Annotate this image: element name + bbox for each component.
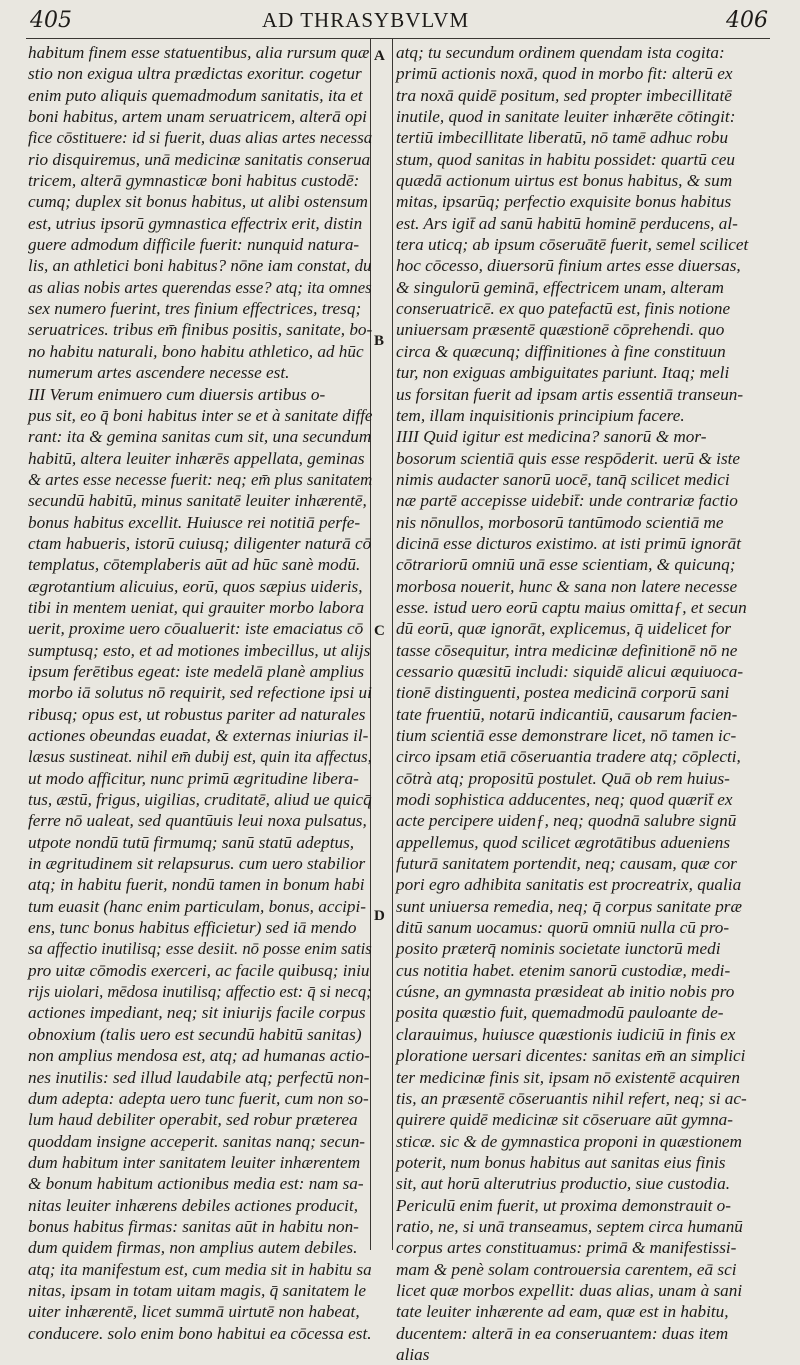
text-line: ipsum ferētibus egeat: iste medelā planè amplius [28,661,365,681]
text-line: Periculū enim fuerit, ut proxima demonstrauit o- [396,1195,731,1215]
text-line: secundū habitū, minus sanitatē leuiter inhærentē, [28,491,367,511]
text-line: nes inutilis: sed illud laudabile atq; perfectū non- [28,1067,370,1087]
text-line: lis, an athletici boni habitus? nōne iam constat, du [28,256,372,276]
text-line: morbosa nouerit, hunc & sana non latere necesse [396,576,738,596]
text-line: uerit, proxime uero cōualuerit: iste emaciatus cō [28,619,364,639]
text-line: enim puto aliquis quemadmodum sanitatis, ita et [28,85,363,105]
text-line: stum, quod sanitas in habitu possidet: quartū ceu [396,149,735,169]
text-line: no habitu naturali, bono habitu athletico, ad hūc [28,341,364,361]
text-line: ægrotantium alicuius, eorū, quos sæpius uideris, [28,576,363,596]
text-line: circo ipsam etiā cōseruantia tradere atq; cōplecti, [396,747,741,767]
text-line: ter medicinæ finis sit, ipsam nō existentē acquiren [396,1067,741,1087]
text-line: cus notitia habet. etenim sanorū custodiæ, medi- [396,960,731,980]
text-line: cessario quæsitū includi: siquidē alicui æquiuoca- [396,661,744,681]
text-line: esse. istud uero eorū captu maius omittaƒ, et secun [396,597,747,617]
text-line: corpus artes constituamus: primā & manifestissi- [396,1238,737,1258]
text-line: boni habitus, artem unam seruatricem, alterā opi [28,107,367,127]
text-line: nimis audacter sanorū uocē, tanq̄ scilicet medici [396,469,730,489]
text-line: ducentem: alterā in ea conseruantem: duas item [396,1323,729,1343]
text-line: tium scientiā esse demonstrare licet, nō tamen ic- [396,726,737,745]
text-line: poterit, num bonus habitus aut sanitas eius finis [396,1152,726,1172]
text-line: pro uitæ cōmodis exerceri, ac facile quibusq; iniu [28,960,370,980]
text-line: tum euasit (hanc enim particulam, bonus, accipi- [28,896,366,916]
text-line: stio non exigua ultra prædictas exoritur. cogetur [28,64,362,84]
text-line: dum habitum inter sanitatem leuiter inhærentem [28,1152,361,1172]
text-line: cumq; duplex sit bonus habitus, ut alibi ostensum [28,192,368,212]
text-line: conducere. solo enim bono habitui ea cōcessa est. [28,1323,372,1343]
text-line: licet quæ morbos expellit: duas alias, unam à sani [396,1280,743,1300]
text-line: non amplius mendosa est, atq; ad humanas actio- [28,1046,370,1066]
text-line: tionē distinguenti, postea medicinā corporū sani [396,683,730,703]
text-line: ditū sanum uocamus: quorū omniū nulla cū pro- [396,918,730,938]
text-line: mitas, ipsarūq; perfectio exquisite bonus habitus [396,192,732,212]
margin-marker: D [374,908,385,924]
text-line: ut modo afficitur, nunc primū ægritudine libera- [28,768,359,788]
text-line: futurā sanitatem portendit, neq; causam, quæ cor [396,854,737,874]
text-line: dum adepta: adepta uero tunc fuerit, cum non so- [28,1088,369,1108]
text-line: tus, æstū, frigus, uigilias, cruditatē, aliud ue quicq̄ [28,790,372,810]
text-line: sumptusq; esto, et ad motiones imbecillus, ut alijs [28,640,371,660]
text-line: pus sit, eo q̄ boni habitus inter se et à sanitate diffe [28,405,373,425]
text-line: bosorum scientiā quis esse respōderit. uerū & iste [396,448,741,468]
text-line: tur, non exiguas ambiguitates pariunt. Itaq; meli [396,363,730,383]
header-rule [26,38,770,39]
text-line: tis, an præsentē cōseruantis nihil refert, neq; si ac- [396,1088,747,1108]
text-line: IIII Quid igitur est medicina? sanorū & mor- [396,427,707,447]
text-line: ctam habueris, istorū cuiusq; diligenter naturā cō [28,533,372,553]
text-line: nitas, ipsam in totam uitam magis, q̄ sanitatem le [28,1280,367,1300]
text-line: modi sophistica adducentes, neq; quod quærit̄ ex [396,790,733,810]
text-line: tem, illam inquisitionis principium facere. [396,405,685,425]
text-line: tera uticq; ab ipsum cōseruātē fuerit, semel scilicet [396,235,749,255]
text-line: rijs uiolari, mēdosa inutilisq; affectio est: q̄ si necq; [28,982,372,1002]
text-line: cōtrariorū omniū unā esse scientiam, & quicunq; [396,555,736,575]
column-rule-right [392,38,393,1250]
text-line: læsus sustineat. nihil em̄ dubij est, quin ita affectus, [28,747,372,767]
text-line: acte percipere uidenƒ, neq; quodnā salubre signū [396,811,737,831]
text-line: obnoxium (talis uero est secundū habitū sanitas) [28,1024,362,1044]
text-line: ens, tunc bonus habitus efficietur) sed iā mendo [28,918,357,938]
text-line: dum quidem firmas, non amplius autem debiles. [28,1238,358,1258]
text-line: uiter inhærentē, licet summā uirtutē non habeat, [28,1302,360,1322]
margin-marker: A [374,48,385,64]
text-line: fice cōstituere: id si fuerit, duas alias artes necessa [28,128,373,148]
text-line: quædā actionum uirtus est bonus habitus, & sum [396,171,733,191]
text-line: tricem, alterā gymnasticæ boni habitus custodē: [28,171,360,191]
text-line: ratio, ne, si unā transeamus, septem circa humanū [396,1216,743,1236]
text-line: in ægritudinem sit relapsurus. cum uero stabilior [28,854,366,874]
text-line: primū actionis noxā, quod in morbo fit: alterū ex [396,64,733,84]
margin-marker: B [374,333,385,349]
text-line: ferre nō ualeat, sed quantūuis leui noxa pulsatus, [28,811,367,831]
text-line: III Verum enimuero cum diuersis artibus o- [28,384,326,404]
text-line: est. Ars igit̄ ad sanū habitū hominē perducens, al- [396,213,738,233]
text-line: seruatrices. tribus em̄ finibus positis, sanitate, bo- [28,320,373,340]
running-header [0,2,800,40]
text-line: appellemus, quod scilicet ægrotātibus adueniens [396,832,731,852]
text-line: atq; in habitu fuerit, nondū tamen in bonum habi [28,875,365,895]
text-line: ploratione uersari dicentes: sanitas em̄ an simplici [396,1046,746,1066]
text-line: actiones obeundas euadat, & externas iniurias il- [28,726,369,745]
text-line: & bonum habitum actionibus media est: nam sa- [28,1174,364,1194]
text-line: clarauimus, huiusce quæstionis iudiciū in finis ex [396,1024,736,1044]
text-line: cōtrà atq; propositū postulet. Quā ob rem huius- [396,768,730,788]
text-line: cúsne, an gymnasta præsideat ab initio nobis pro [396,982,735,1002]
text-line: bonus habitus firmas: sanitas aūt in habitu non- [28,1216,359,1236]
text-line: sex numero fuerint, tres finium effectrices, tresq; [28,299,362,319]
text-line: sunt uniuersa remedia, neq; q̄ corpus sanitate præ [396,896,742,916]
text-line: mam & penè solam controuersia carentem, eā sci [396,1259,737,1279]
text-line: rant: ita & gemina sanitas cum sit, una secundum [28,427,372,447]
text-line: tertiū imbecillitate liberatū, nō tamē adhuc robu [396,128,729,148]
text-line: quirere quidē medicinæ sit cōseruare aūt gymna- [396,1110,734,1130]
text-line: as alias nobis artes querendas esse? atq; ita omnes [28,277,372,297]
text-line: tibi in mentem ueniat, qui grauiter morbo labora [28,597,365,617]
text-line: & artes esse necesse fuerit: neq; em̄ plus sanitatem [28,469,373,489]
text-line: posita quæstio fuit, quemadmodū pauloante de- [396,1003,724,1023]
text-line: lum haud debiliter operabit, sed robur præterea [28,1110,358,1130]
text-line: dicinā esse dicturos existimo. at isti primū ignorāt [396,533,742,553]
text-line: nis nōnullos, morbosorū tantūmodo scientiā me [396,512,724,532]
text-line: sit, aut horū alterutrius productio, siue custodia. [396,1174,731,1194]
text-line: circa & quæcunq; diffinitiones à fine constituun [396,341,726,361]
text-line: & singulorū geminā, effectricem unam, alteram [396,277,724,297]
text-line: templatus, cōtemplaberis aūt ad hūc sanè modū. [28,555,361,575]
text-line: quoddam insigne acceperit. sanitas nanq; secun- [28,1131,366,1151]
text-line: sa affectio inutilisq; esse desiit. nō posse enim satis [28,939,372,959]
text-line: conseruatricē. ex quo patefactū est, finis notione [396,299,731,319]
text-line: est, utrius ipsorū gymnastica effectrix erit, distin [28,213,363,233]
text-line: tra noxā quidē positum, sed propter imbecillitatē [396,85,732,105]
text-line: habitū, altera leuiter inhærēs appellata, geminas [28,448,365,468]
text-line: habitum finem esse statuentibus, alia rursum quæ [28,43,370,62]
text-line: morbo iā solutus nō requirit, sed refectione ipsi ui [28,683,372,703]
text-line: guere admodum difficile fuerit: nunquid natura- [28,235,360,255]
text-line: tasse cōsequitur, intra medicinæ definitionē nō ne [396,640,738,660]
running-title: AD THRASYBVLVM [262,8,470,32]
text-line: ribusq; opus est, ut robustus pariter ad naturales [28,704,366,724]
page-number-left: 405 [30,8,72,33]
text-line: posito præterq̄ nominis societate iunctorū medi [396,939,721,959]
text-line: bonus habitus excellit. Huiusce rei notitiā perfe- [28,512,361,532]
text-line: uniuersam præsentē quæstionē cōprehendi. quo [396,320,725,340]
left-text-column [28,42,373,1343]
text-line: alias [396,1344,430,1364]
text-line: actiones impediant, neq; sit iniurijs facile corpus [28,1003,366,1023]
text-line: atq; ita manifestum est, cum media sit in habitu sa [28,1259,372,1279]
text-line: rio disquiremus, unā medicinæ sanitatis conserua [28,149,371,169]
text-line: nitas leuiter inhærens debiles actiones producit, [28,1195,359,1215]
text-line: utpote nondū tutū firmumq; sanū statū adeptus, [28,832,355,852]
text-line: dū eorū, quæ ignorāt, explicemus, q̄ uidelicet for [396,619,732,639]
text-line: tate fruentiū, notarū indicantiū, causarum facien- [396,704,738,724]
margin-marker: C [374,623,385,639]
right-text-column [396,42,768,1364]
text-line: inutile, quod in sanitate leuiter inhærēte cōtingit: [396,107,736,127]
text-line: us forsitan fuerit ad ipsam artis essentiā transeun- [396,384,744,404]
text-line: pori egro adhibita sanitatis est procreatrix, qualia [396,875,742,895]
text-line: numerum artes ascendere necesse est. [28,363,290,383]
text-line: atq; tu secundum ordinem quendam ista cogita: [396,43,725,62]
text-line: næ partē accepisse uidebit̄: unde contrariæ factio [396,491,738,511]
text-line: hoc cōcesso, diuersorū finium artes esse diuersas, [396,256,741,276]
page-number-right: 406 [726,8,768,33]
text-line: sticæ. sic & de gymnastica proponi in quæstionem [396,1131,742,1151]
text-line: tate leuiter inhærente ad eam, quæ est in habitu, [396,1302,729,1322]
